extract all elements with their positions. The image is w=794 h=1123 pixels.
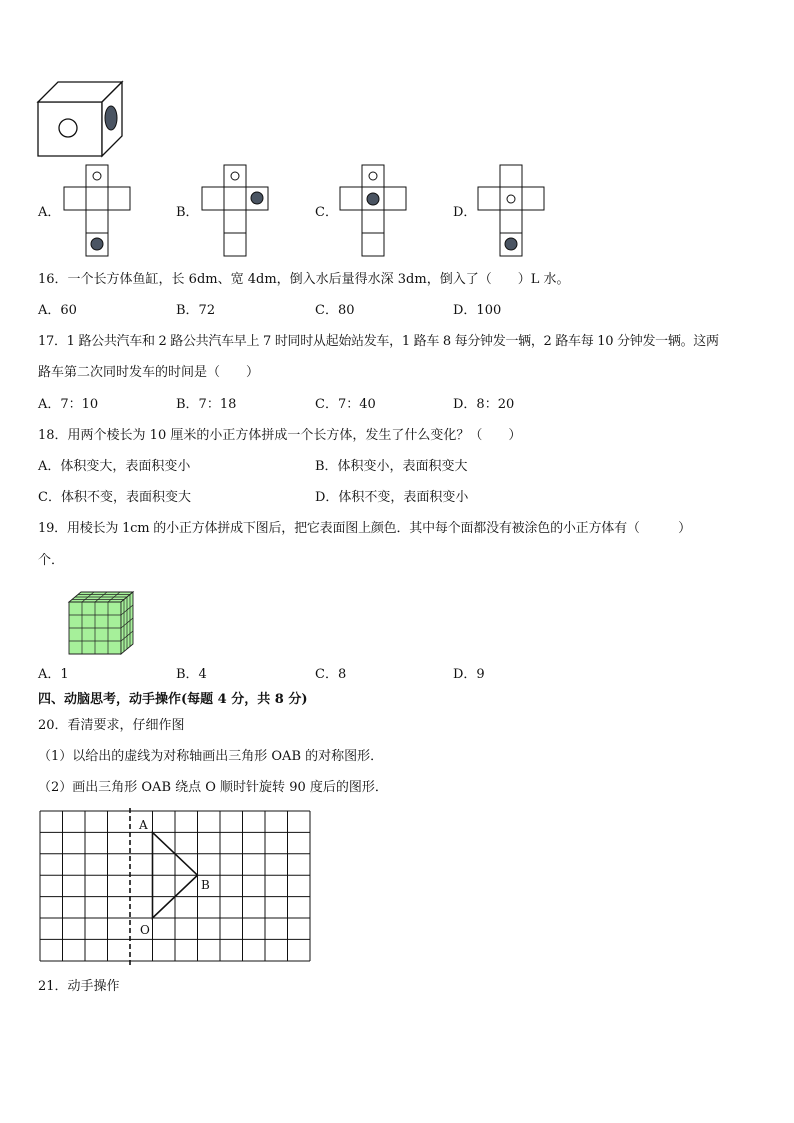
q16-option-b: B．72 xyxy=(176,303,216,318)
q20-title: 20．看清要求，仔细作图 xyxy=(38,718,185,733)
net-b-label: B． xyxy=(176,205,199,220)
solid-dot-icon xyxy=(105,106,117,130)
hollow-dot-icon xyxy=(507,195,515,203)
q17-stem-line1: 17．1 路公共汽车和 2 路公共汽车早上 7 时同时从起始站发车，1 路车 8 每分钟发一辆，2 路车每 10 分钟发一辆。这两 xyxy=(38,334,719,349)
solid-dot-icon xyxy=(367,193,379,205)
net-c xyxy=(336,164,410,258)
point-a-label: A xyxy=(139,818,148,832)
hollow-dot-icon xyxy=(93,172,101,180)
q18-option-a: A．体积变大，表面积变小 xyxy=(38,459,191,474)
q19-stem-line2: 个． xyxy=(38,553,65,568)
q16-stem: 16．一个长方体鱼缸，长 6dm、宽 4dm，倒入水后量得水深 3dm，倒入了（ ）L 水。 xyxy=(38,272,570,287)
solid-dot-icon xyxy=(251,192,263,204)
q16-option-d: D．100 xyxy=(453,303,502,318)
green-cube-figure xyxy=(66,590,140,658)
q19-option-a: A．1 xyxy=(38,667,69,682)
net-a xyxy=(60,164,134,258)
drawing-grid xyxy=(38,808,314,968)
point-b-label: B xyxy=(201,878,210,892)
net-c-label: C． xyxy=(315,205,338,220)
q21-title: 21．动手操作 xyxy=(38,979,120,994)
point-o-label: O xyxy=(140,923,150,937)
q16-option-c: C．80 xyxy=(315,303,355,318)
q18-stem: 18．用两个棱长为 10 厘米的小正方体拼成一个长方体，发生了什么变化？（ ） xyxy=(38,428,522,443)
q20-step2: （2）画出三角形 OAB 绕点 O 顺时针旋转 90 度后的图形． xyxy=(38,780,388,795)
q19-option-b: B．4 xyxy=(176,667,207,682)
hollow-dot-icon xyxy=(59,119,77,137)
q17-stem-line2: 路车第二次同时发车的时间是（ ） xyxy=(38,365,260,380)
net-d xyxy=(474,164,548,258)
section-heading: 四、动脑思考，动手操作(每题 4 分，共 8 分) xyxy=(38,692,308,707)
net-b xyxy=(198,164,272,258)
q19-option-d: D．9 xyxy=(453,667,485,682)
q17-option-b: B．7：18 xyxy=(176,397,237,412)
solid-dot-icon xyxy=(505,238,517,250)
q19-stem-line1: 19．用棱长为 1cm 的小正方体拼成下图后，把它表面图上颜色．其中每个面都没有被涂色的小正方体有（ ） xyxy=(38,521,691,536)
q17-option-c: C．7：40 xyxy=(315,397,376,412)
q16-option-a: A．60 xyxy=(38,303,77,318)
q19-option-c: C．8 xyxy=(315,667,347,682)
q18-option-b: B．体积变小，表面积变大 xyxy=(315,459,468,474)
q17-option-a: A．7：10 xyxy=(38,397,99,412)
q18-option-c: C．体积不变，表面积变大 xyxy=(38,490,191,505)
q18-option-d: D．体积不变，表面积变小 xyxy=(315,490,469,505)
q17-option-d: D．8：20 xyxy=(453,397,515,412)
hollow-dot-icon xyxy=(231,172,239,180)
solid-dot-icon xyxy=(91,238,103,250)
net-a-label: A． xyxy=(38,205,61,220)
hollow-dot-icon xyxy=(369,172,377,180)
net-d-label: D． xyxy=(453,205,477,220)
q20-step1: （1）以给出的虚线为对称轴画出三角形 OAB 的对称图形． xyxy=(38,749,384,764)
cube-figure xyxy=(36,80,126,160)
